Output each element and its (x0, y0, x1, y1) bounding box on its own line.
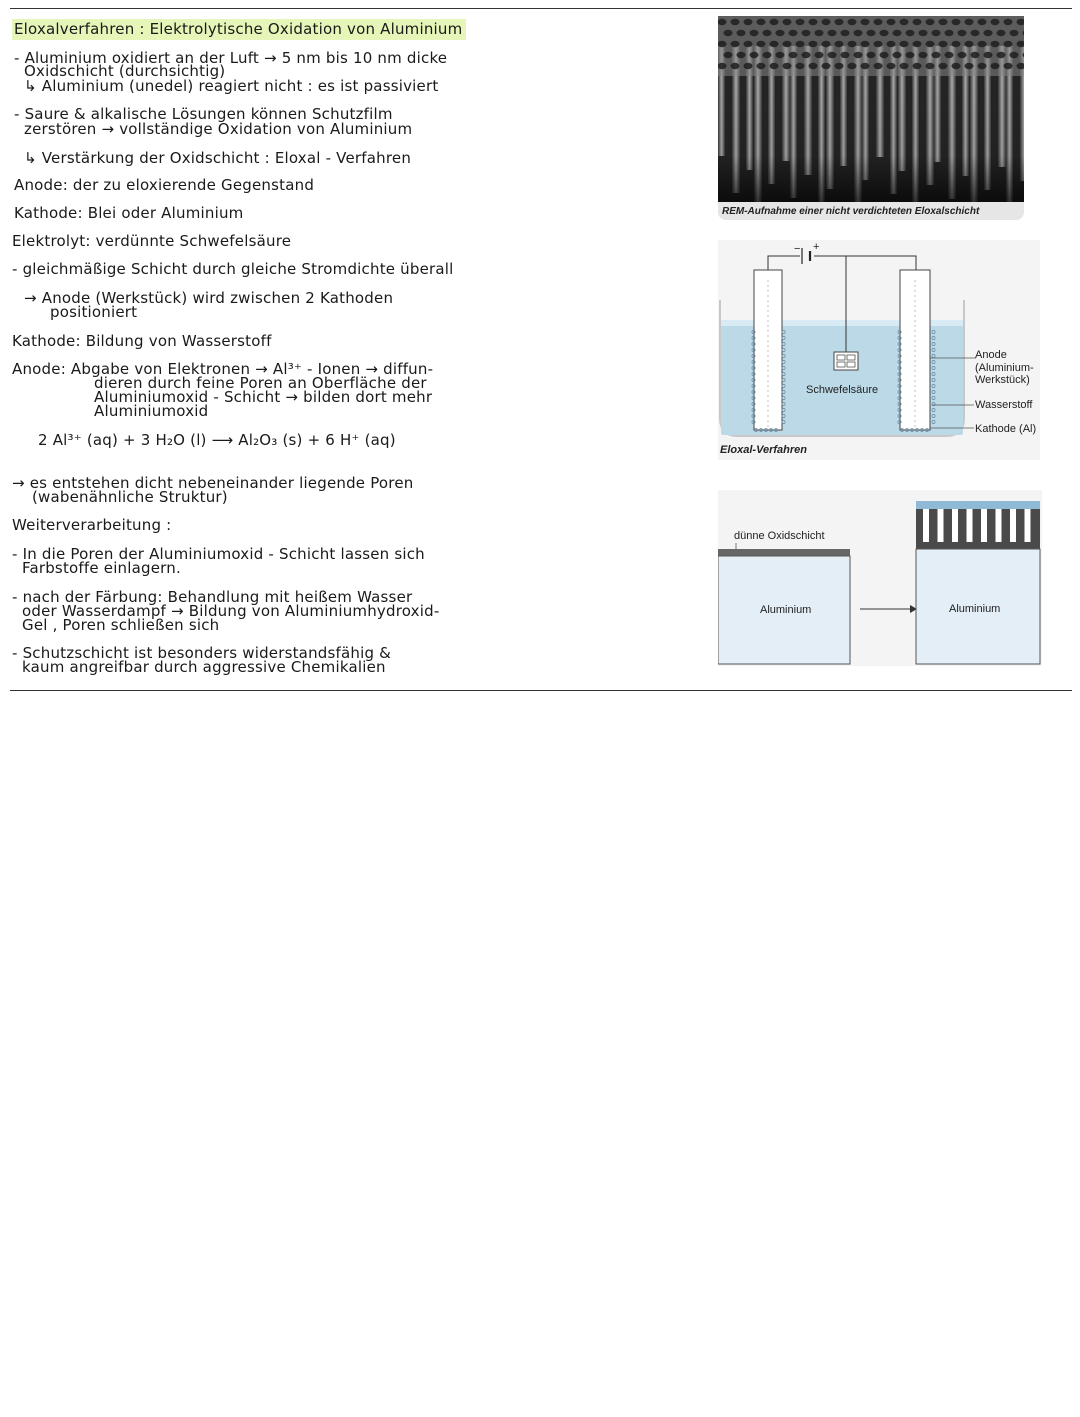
note-line: Kathode: Bildung von Wasserstoff (12, 332, 272, 350)
note-line: - Schutzschicht ist besonders widerstandsfähig & (12, 644, 392, 662)
reaction-equation: 2 Al³⁺ (aq) + 3 H₂O (l) ⟶ Al₂O₃ (s) + 6 H⁺ (aq) (38, 431, 396, 449)
thick-oxide-layer (916, 509, 1040, 549)
note-line: ↳ Aluminium (unedel) reagiert nicht : es ist passiviert (24, 77, 439, 95)
note-line: Kathode: Blei oder Aluminium (14, 204, 244, 222)
note-line: → es entstehen dicht nebeneinander liegende Poren (12, 474, 414, 492)
note-line: Aluminiumoxid - Schicht → bilden dort mehr (94, 388, 433, 406)
note-line: - Aluminium oxidiert an der Luft → 5 nm bis 10 nm dicke (14, 49, 448, 67)
note-line: Gel , Poren schließen sich (22, 616, 220, 634)
rem-pore-texture (718, 16, 1024, 202)
note-line: Weiterverarbeitung : (12, 516, 172, 534)
label-anode: Anode (975, 349, 1007, 361)
battery-plus-sign: + (813, 241, 820, 253)
notes-title: Eloxalverfahren : Elektrolytische Oxidation von Aluminium (12, 19, 466, 40)
label-schwefelsaeure: Schwefelsäure (806, 384, 879, 396)
eloxal-caption: Eloxal-Verfahren (720, 444, 808, 456)
note-line: Anode: Abgabe von Elektronen → Al³⁺ - Ionen → diffun- (12, 360, 434, 378)
note-line: dieren durch feine Poren an Oberfläche der (94, 374, 427, 392)
note-line: positioniert (50, 303, 138, 321)
anode-workpiece (834, 352, 858, 370)
bottom-divider (10, 690, 1072, 691)
battery-minus-sign: − (794, 243, 801, 255)
eloxal-diagram (718, 240, 1040, 460)
label-thin-oxide: dünne Oxidschicht (734, 530, 825, 542)
note-line: oder Wasserdampf → Bildung von Aluminiumhydroxid- (22, 602, 440, 620)
label-anode-detail: (Aluminium- (975, 362, 1034, 374)
note-line: ↳ Verstärkung der Oxidschicht : Eloxal - Verfahren (24, 149, 412, 167)
oxide-layer-diagram (718, 490, 1042, 666)
thin-oxide-layer (718, 549, 850, 556)
note-line: - nach der Färbung: Behandlung mit heißem Wasser (12, 588, 413, 606)
label-aluminium-right: Aluminium (949, 603, 1001, 615)
note-line: zerstören → vollständige Oxidation von Aluminium (24, 120, 413, 138)
note-line: - Saure & alkalische Lösungen können Schutzfilm (14, 105, 393, 123)
thick-oxide-top (916, 501, 1040, 509)
rem-photo (718, 16, 1024, 202)
label-anode-detail: Werkstück) (975, 374, 1030, 386)
note-line: Elektrolyt: verdünnte Schwefelsäure (12, 232, 292, 250)
note-line: - In die Poren der Aluminiumoxid - Schicht lassen sich (12, 545, 425, 563)
rem-caption: REM-Aufnahme einer nicht verdichteten Eloxalschicht (722, 206, 980, 217)
note-line: Oxidschicht (durchsichtig) (24, 62, 226, 80)
label-aluminium-left: Aluminium (760, 604, 812, 616)
note-line: → Anode (Werkstück) wird zwischen 2 Kathoden (24, 289, 394, 307)
note-line: (wabenähnliche Struktur) (32, 488, 228, 506)
label-wasserstoff: Wasserstoff (975, 399, 1033, 411)
label-kathode: Kathode (Al) (975, 423, 1037, 435)
note-line: kaum angreifbar durch aggressive Chemikalien (22, 658, 386, 676)
top-divider (10, 8, 1072, 9)
note-line: Anode: der zu eloxierende Gegenstand (14, 176, 315, 194)
note-line: Aluminiumoxid (94, 402, 209, 420)
note-line: Farbstoffe einlagern. (22, 559, 181, 577)
note-line: - gleichmäßige Schicht durch gleiche Stromdichte überall (12, 260, 454, 278)
